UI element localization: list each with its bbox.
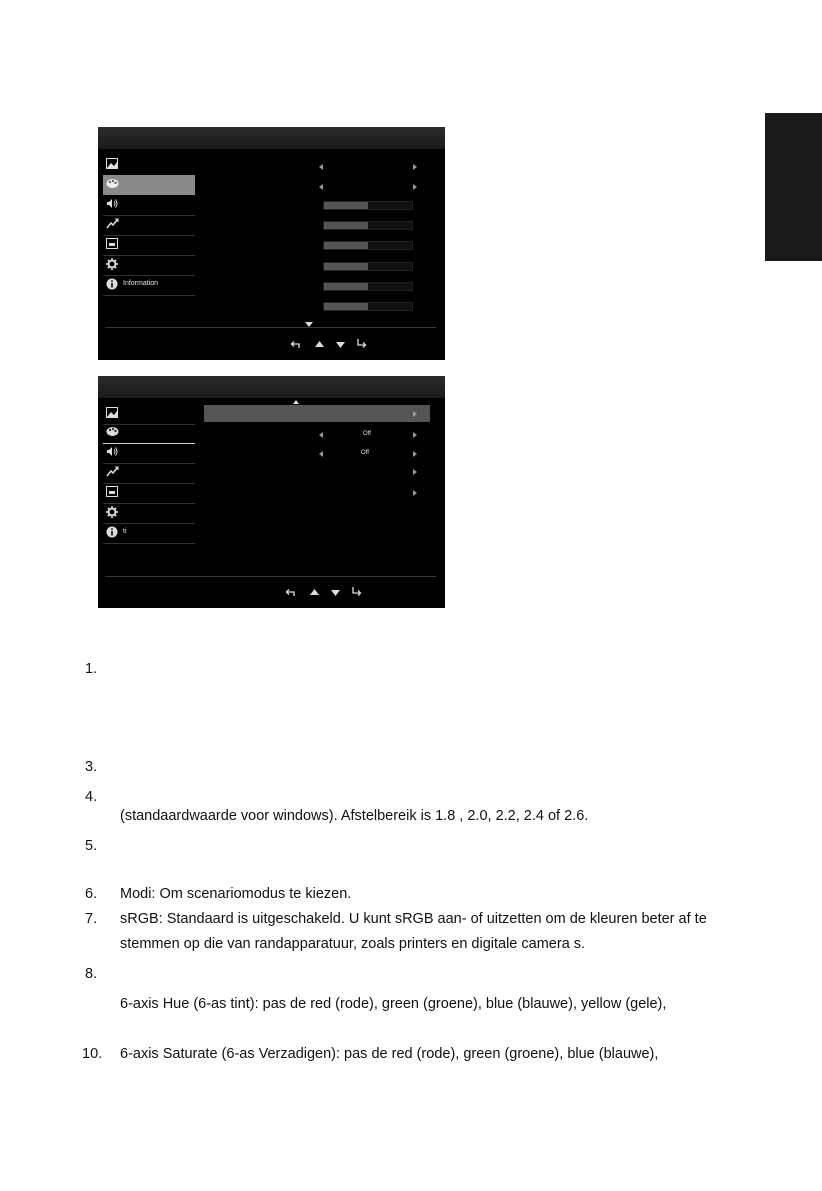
osd-menu-osd[interactable]	[103, 483, 195, 504]
osd-menu-performance[interactable]	[103, 463, 195, 484]
up-icon[interactable]	[315, 341, 324, 347]
adjust-slider[interactable]	[323, 201, 413, 210]
scroll-up-indicator[interactable]	[293, 400, 299, 404]
osd-menu-color[interactable]	[103, 175, 195, 195]
option-right-arrow[interactable]	[413, 451, 417, 457]
osd-icon	[106, 238, 118, 249]
information-icon	[106, 278, 118, 290]
osd-menu-information[interactable]: ti	[103, 523, 195, 544]
list-number: 6.	[85, 886, 98, 902]
submenu-arrow[interactable]	[413, 490, 417, 496]
slider-fill	[324, 283, 368, 290]
slider-fill	[324, 202, 368, 209]
osd-title-bar	[98, 376, 445, 398]
osd-menu-picture[interactable]	[103, 404, 195, 425]
osd-icon	[106, 486, 118, 497]
language-side-tab	[765, 113, 822, 261]
down-icon[interactable]	[336, 342, 345, 348]
option-left-arrow[interactable]	[319, 184, 323, 190]
list-item-text: sRGB: Standaard is uitgeschakeld. U kunt sRGB aan- of uitzetten om de kleuren beter af te	[120, 911, 707, 927]
list-item-text: 6-axis Saturate (6-as Verzadigen): pas de red (rode), green (groene), blue (blauwe),	[120, 1046, 659, 1062]
option-right-arrow[interactable]	[413, 164, 417, 170]
color-icon	[106, 426, 119, 437]
slider-fill	[324, 242, 368, 249]
osd-divider	[106, 327, 436, 328]
osd-menu-settings[interactable]	[103, 255, 195, 276]
adjust-slider[interactable]	[323, 302, 413, 311]
adjust-slider[interactable]	[323, 262, 413, 271]
list-number: 1.	[85, 661, 98, 677]
adjust-slider[interactable]	[323, 241, 413, 250]
enter-icon[interactable]	[357, 339, 367, 349]
option-right-arrow[interactable]	[413, 432, 417, 438]
submenu-arrow[interactable]	[413, 411, 417, 417]
list-number: 8.	[85, 966, 98, 982]
osd-divider	[106, 576, 436, 577]
list-number: 10.	[82, 1046, 103, 1062]
audio-icon	[106, 198, 119, 209]
list-number: 7.	[85, 911, 98, 927]
audio-icon	[106, 446, 119, 457]
list-number: 4.	[85, 789, 98, 805]
list-item-text: (standaardwaarde voor windows). Afstelbereik is 1.8 , 2.0, 2.2, 2.4 of 2.6.	[120, 808, 589, 824]
osd-menu-color[interactable]	[103, 423, 195, 444]
color-icon	[106, 178, 119, 189]
list-item-text: 6-axis Hue (6-as tint): pas de red (rode), green (groene), blue (blauwe), yellow (gele),	[120, 996, 667, 1012]
osd-menu-picture[interactable]	[103, 155, 195, 176]
up-icon[interactable]	[310, 589, 319, 595]
selected-option-row[interactable]	[204, 405, 430, 422]
osd-menu-settings[interactable]	[103, 503, 195, 524]
settings-icon	[106, 506, 118, 518]
performance-icon	[106, 218, 119, 229]
enter-icon[interactable]	[352, 587, 362, 597]
slider-fill	[324, 263, 368, 270]
adjust-slider[interactable]	[323, 282, 413, 291]
picture-icon	[106, 158, 118, 169]
performance-icon	[106, 466, 119, 477]
information-icon	[106, 526, 118, 538]
osd-menu-osd[interactable]	[103, 235, 195, 256]
settings-icon	[106, 258, 118, 270]
option-value: Off	[363, 431, 371, 437]
option-left-arrow[interactable]	[319, 164, 323, 170]
option-right-arrow[interactable]	[413, 184, 417, 190]
osd-menu-information[interactable]: Information	[103, 275, 195, 296]
slider-fill	[324, 303, 368, 310]
adjust-slider[interactable]	[323, 221, 413, 230]
list-number: 5.	[85, 838, 98, 854]
back-icon[interactable]	[285, 588, 295, 597]
down-icon[interactable]	[331, 590, 340, 596]
osd-screenshot-color-menu-page2	[98, 376, 445, 608]
option-left-arrow[interactable]	[319, 451, 323, 457]
list-item-text: stemmen op die van randapparatuur, zoals printers en digitale camera s.	[120, 936, 586, 952]
osd-menu-performance[interactable]	[103, 215, 195, 236]
osd-menu-audio[interactable]	[103, 443, 195, 464]
osd-title-bar	[98, 127, 445, 149]
back-icon[interactable]	[290, 340, 300, 349]
list-number: 3.	[85, 759, 98, 775]
option-left-arrow[interactable]	[319, 432, 323, 438]
picture-icon	[106, 407, 118, 418]
osd-screenshot-color-menu	[98, 127, 445, 360]
osd-menu-audio[interactable]	[103, 195, 195, 216]
list-item-text: Modi: Om scenariomodus te kiezen.	[120, 886, 352, 902]
submenu-arrow[interactable]	[413, 469, 417, 475]
slider-fill	[324, 222, 368, 229]
option-value: Off	[361, 450, 369, 456]
